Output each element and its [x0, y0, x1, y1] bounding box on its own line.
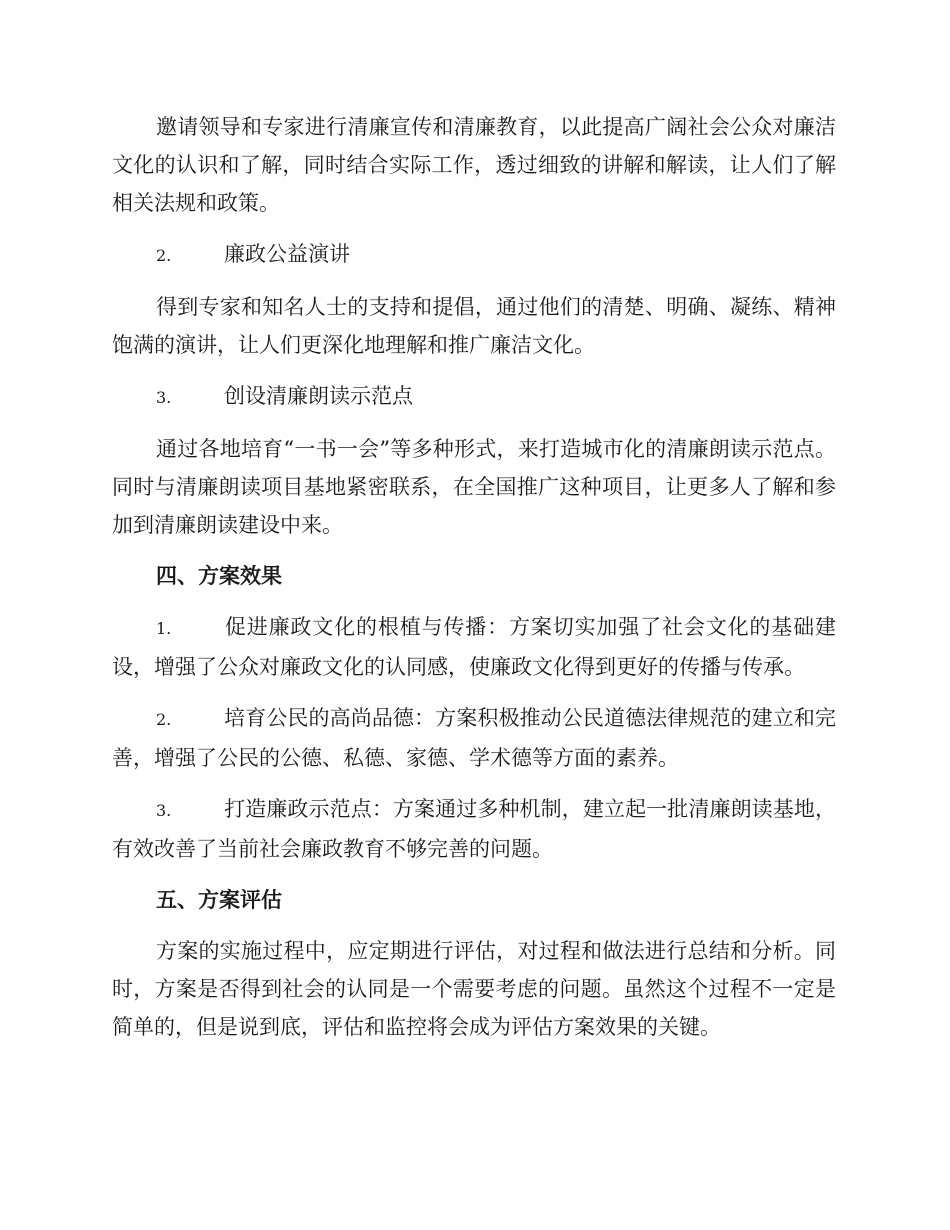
paragraph-lecture-intro: 邀请领导和专家进行清廉宣传和清廉教育，以此提高广阔社会公众对廉洁文化的认识和了解，同时结合实际工作，透过细致的讲解和解读，让人们了解相关法规和政策。	[112, 115, 836, 215]
list-item-reading-demo	[112, 377, 836, 417]
section-heading-effects: 四、方案效果	[156, 563, 282, 588]
effect-item	[112, 790, 836, 868]
effect-item	[112, 608, 836, 686]
effect-text: 打造廉政示范点：方案通过多种机制，建立起一批清廉朗读基地，有效改善了当前社会廉政教育不够完善的问题。	[112, 797, 836, 861]
list-item-public-speech	[112, 235, 836, 275]
item-number: 3.	[156, 388, 172, 407]
item-number: 1.	[156, 619, 172, 638]
item-number: 2.	[156, 246, 172, 265]
section-heading-evaluation: 五、方案评估	[156, 887, 282, 912]
item-number: 3.	[156, 801, 172, 820]
paragraph-evaluation: 方案的实施过程中，应定期进行评估，对过程和做法进行总结和分析。同时，方案是否得到社会的认同是一个需要考虑的问题。虽然这个过程不一定是简单的，但是说到底，评估和监控将会成为评估方案效果的关键。	[112, 939, 836, 1039]
effect-text: 促进廉政文化的根植与传播：方案切实加强了社会文化的基础建设，增强了公众对廉政文化的认同感，使廉政文化得到更好的传播与传承。	[112, 615, 836, 679]
item-number: 2.	[156, 710, 172, 729]
item-title: 创设清廉朗读示范点	[224, 384, 413, 408]
paragraph-reading-demo: 通过各地培育“一书一会”等多种形式，来打造城市化的清廉朗读示范点。同时与清廉朗读项目基地紧密联系，在全国推广这种项目，让更多人了解和参加到清廉朗读建设中来。	[112, 437, 836, 537]
document-page	[112, 108, 836, 1059]
paragraph-public-speech: 得到专家和知名人士的支持和提倡，通过他们的清楚、明确、凝练、精神饱满的演讲，让人们更深化地理解和推广廉洁文化。	[112, 295, 836, 357]
item-title: 廉政公益演讲	[224, 242, 350, 266]
effect-text: 培育公民的高尚品德：方案积极推动公民道德法律规范的建立和完善，增强了公民的公德、私德、家德、学术德等方面的素养。	[112, 706, 836, 770]
effect-item	[112, 699, 836, 777]
